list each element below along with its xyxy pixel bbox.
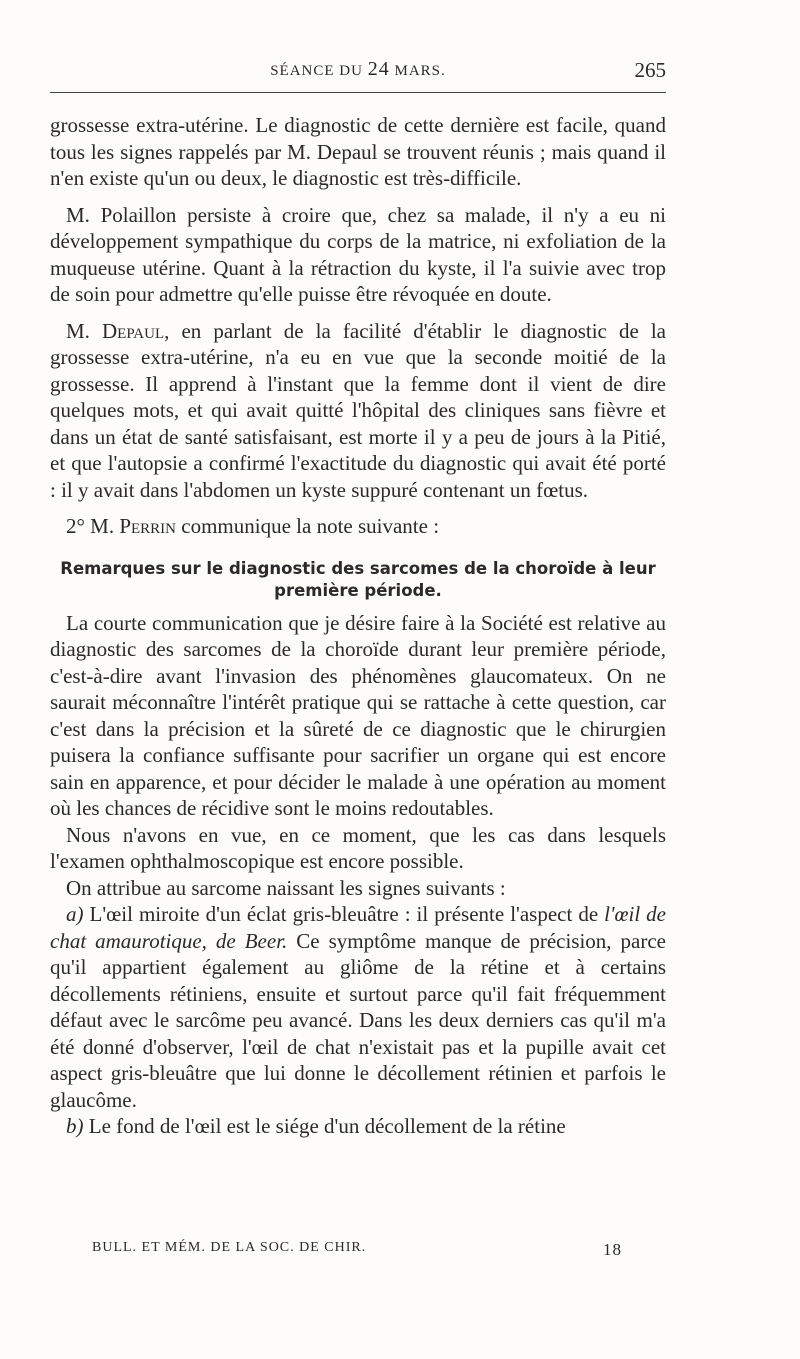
list-label-b: b) (66, 1114, 84, 1138)
paragraph-depaul (50, 318, 666, 504)
paragraph-communication: La courte communication que je désire faire à la Société est relative au diagnostic des sarcomes de la choroïde durant leur première période, c'est-à-dire avant l'invasion des phénomènes glaucomateux. On ne saurait méconnaître l'intérêt pratique qui se rattache à cette question, car c'est dans la précision et la sûreté de ce diagnostic que le chirurgien puisera la confiance suffisante pour sacrifier un organe qui est encore sain en apparence, et pour décider le malade à une opération au moment où les chances de récidive sont le moins redoutables. (50, 610, 666, 820)
sign-a-text: L'œil miroite d'un éclat gris-bleuâtre : il présente l'aspect de (83, 902, 605, 926)
speaker-name: Perrin (119, 514, 177, 538)
running-header (50, 58, 666, 93)
paragraph-sign-b (50, 1113, 666, 1140)
signature-mark: 18 (603, 1240, 622, 1259)
sign-a-text-continued: Ce symptôme manque de précision, parce qu'il appartient également au gliôme de la rétine et à certains décollements rétiniens, ensuite et surtout parce qu'il fait fréquemment défaut avec le sarcôme peu avancé. Dans les deux derniers cas qu'il m'a été donné d'observer, l'œil de chat n'existait pas et la pupille avait cet aspect gris-bleuâtre que lui donne le décollement rétinien et parfois le glaucôme. (50, 928, 666, 1112)
item-number: 2° M. (66, 514, 120, 538)
footer (92, 1240, 622, 1259)
running-title (50, 58, 666, 81)
sign-b-text: Le fond de l'œil est le siége d'un décollement de la rétine (83, 1114, 566, 1138)
running-title-suffix: MARS. (394, 63, 446, 79)
speaker-name: M. Depaul, (66, 318, 170, 343)
section-heading: Remarques sur le diagnostic des sarcomes de la choroïde à leur première période. (60, 558, 656, 600)
paragraph-depaul-text: en parlant de la facilité d'établir le diagnostic de la grossesse extra-utérine, n'a eu en vue que la seconde moitié de la grossesse. Il apprend à l'instant que la femme dont il vient de dire quelques mots, et qui avait quitté l'hôpital des cliniques sans fièvre et dans un état de santé satisfaisant, est morte il y a peu de jours à la Pitié, et que l'autopsie a confirmé l'exactitude du diagnostic qui avait été porté : il y avait dans l'abdomen un kyste suppuré contenant un fœtus. (50, 318, 667, 502)
page-number: 265 (634, 58, 666, 82)
beer-reference: l'œil de chat amaurotique, de Beer. (50, 902, 666, 953)
paragraph-signs-intro: On attribue au sarcome naissant les signes suivants : (66, 875, 506, 900)
journal-title: BULL. ET MÉM. DE LA SOC. DE CHIR. (92, 1240, 367, 1255)
paragraph-perrin-text: communique la note suivante : (176, 514, 440, 538)
body-text (50, 112, 666, 1140)
list-label-a: a) (66, 902, 84, 926)
paragraph-sign-a (50, 901, 666, 1113)
paragraph-perrin-intro (50, 513, 666, 540)
paragraph-scope: Nous n'avons en vue, en ce moment, que les cas dans lesquels l'examen ophthalmoscopique est encore possible. (50, 822, 666, 873)
running-title-number: 24 (367, 58, 390, 80)
running-title-prefix: SÉANCE DU (270, 63, 363, 79)
paragraph-polaillon: M. Polaillon persiste à croire que, chez sa malade, il n'y a eu ni développement sympathique du corps de la matrice, ni exfoliation de la muqueuse utérine. Quant à la rétraction du kyste, il l'a suivie avec trop de soin pour admettre qu'elle puisse être révoquée en doute. (50, 202, 666, 306)
paragraph-continuation: grossesse extra-utérine. Le diagnostic de cette dernière est facile, quand tous les signes rappelés par M. Depaul se trouvent réunis ; mais quand il n'en existe qu'un ou deux, le diagnostic est très-difficile. (50, 113, 666, 190)
